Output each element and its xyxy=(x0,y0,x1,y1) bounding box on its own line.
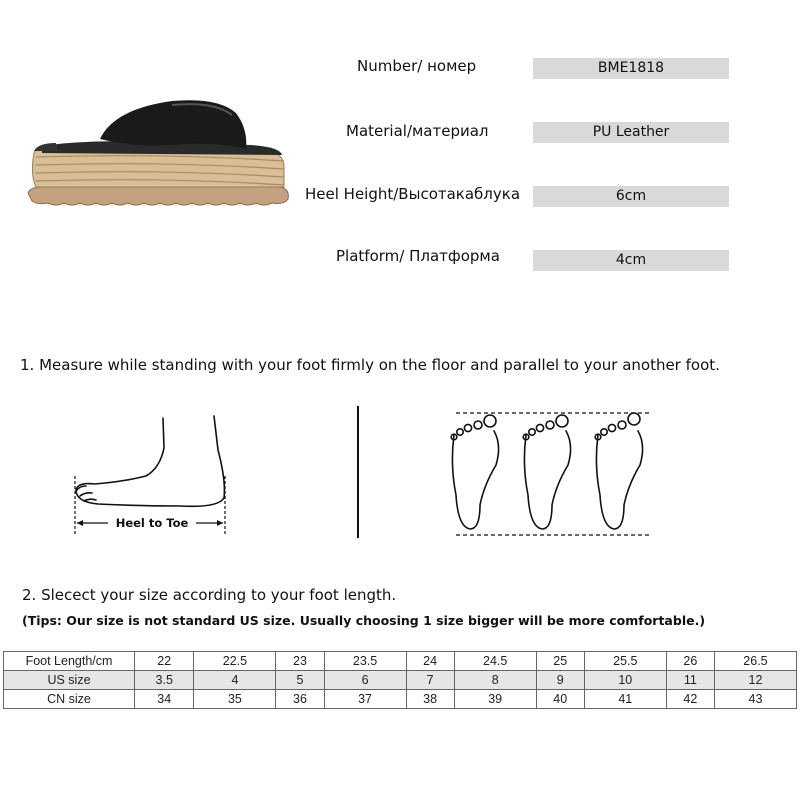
table-cell: 39 xyxy=(454,690,536,709)
row-header: CN size xyxy=(4,690,135,709)
table-cell: 4 xyxy=(194,671,276,690)
table-cell: 7 xyxy=(406,671,454,690)
table-cell: 3.5 xyxy=(135,671,194,690)
table-cell: 36 xyxy=(276,690,324,709)
table-cell: 22 xyxy=(135,652,194,671)
table-cell: 25 xyxy=(536,652,584,671)
table-cell: 11 xyxy=(666,671,714,690)
spec-label-platform: Platform/ Платформа xyxy=(336,247,500,265)
row-header: US size xyxy=(4,671,135,690)
diagram-divider xyxy=(357,406,359,538)
table-cell: 42 xyxy=(666,690,714,709)
spec-value-material: PU Leather xyxy=(533,122,729,143)
spec-value-heel-height: 6cm xyxy=(533,186,729,207)
spec-value-platform: 4cm xyxy=(533,250,729,271)
table-cell: 23.5 xyxy=(324,652,406,671)
table-cell: 37 xyxy=(324,690,406,709)
table-cell: 8 xyxy=(454,671,536,690)
sandal-leather-upper xyxy=(100,100,246,149)
table-cell: 26.5 xyxy=(714,652,796,671)
spec-value-number: BME1818 xyxy=(533,58,729,79)
table-cell: 22.5 xyxy=(194,652,276,671)
table-cell: 23 xyxy=(276,652,324,671)
table-cell: 41 xyxy=(584,690,666,709)
table-cell: 40 xyxy=(536,690,584,709)
table-cell: 26 xyxy=(666,652,714,671)
table-cell: 43 xyxy=(714,690,796,709)
size-tips: (Tips: Our size is not standard US size. Usually choosing 1 size bigger will be more comfortable.) xyxy=(22,613,706,628)
table-cell: 34 xyxy=(135,690,194,709)
table-row-foot-length xyxy=(4,652,797,671)
table-cell: 38 xyxy=(406,690,454,709)
table-cell: 24 xyxy=(406,652,454,671)
row-header: Foot Length/cm xyxy=(4,652,135,671)
measure-instruction: 1. Measure while standing with your foot firmly on the floor and parallel to your another foot. xyxy=(20,356,720,374)
table-cell: 35 xyxy=(194,690,276,709)
table-cell: 24.5 xyxy=(454,652,536,671)
heel-to-toe-label: Heel to Toe xyxy=(115,516,189,530)
table-cell: 6 xyxy=(324,671,406,690)
table-row-cn-size xyxy=(4,690,797,709)
table-cell: 25.5 xyxy=(584,652,666,671)
spec-label-heel-height: Heel Height/Высотакаблука xyxy=(305,185,521,203)
sandal-outsole xyxy=(28,187,288,205)
foot-side-diagram xyxy=(68,410,238,540)
feet-top-diagram xyxy=(440,405,662,540)
spec-label-number: Number/ номер xyxy=(357,57,477,75)
spec-label-material: Material/материал xyxy=(346,122,489,140)
size-chart-table xyxy=(3,651,797,709)
sandal-product-image xyxy=(22,95,294,215)
table-cell: 12 xyxy=(714,671,796,690)
table-row-us-size xyxy=(4,671,797,690)
size-instruction: 2. Slecect your size according to your foot length. xyxy=(22,586,397,604)
table-cell: 5 xyxy=(276,671,324,690)
table-cell: 10 xyxy=(584,671,666,690)
table-cell: 9 xyxy=(536,671,584,690)
